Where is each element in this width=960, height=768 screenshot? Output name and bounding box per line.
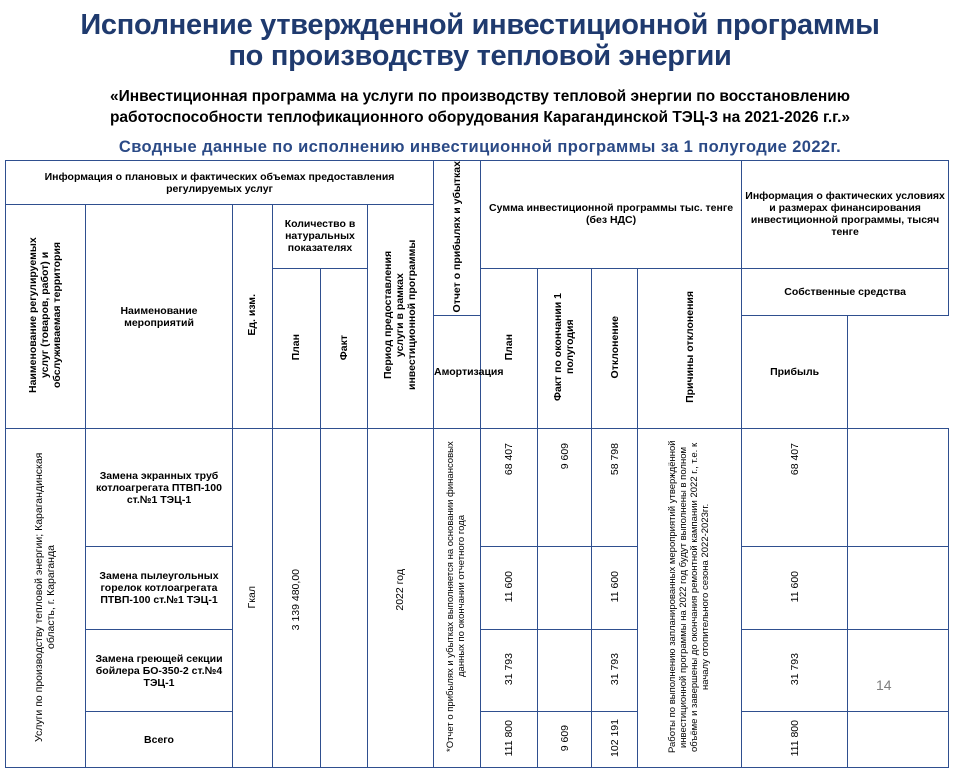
slide-title-line-2: по производству тепловой энергии bbox=[228, 40, 732, 72]
unit-cell bbox=[233, 429, 273, 768]
header-service-name-label: Наименование регулируемых услуг (товаров, работ) и обслуживаемая территория bbox=[27, 237, 64, 394]
header-sum-reasons-label: Причины отклонения bbox=[683, 291, 696, 404]
header-report bbox=[434, 161, 481, 316]
sum-plan-cell bbox=[481, 429, 538, 547]
header-sum-plan-label: План bbox=[503, 333, 516, 361]
sum-plan-cell bbox=[481, 547, 538, 630]
header-unit bbox=[233, 205, 273, 429]
sum-deviation-value: 58 798 bbox=[608, 443, 621, 476]
header-activity-name: Наименование мероприятий bbox=[86, 205, 233, 429]
activity-name: Замена пылеугольных горелок котлоагрегата ПТВП-100 ст.№1 ТЭЦ-1 bbox=[86, 547, 233, 630]
header-sum-plan bbox=[481, 268, 538, 429]
reasons-text: Работы по выполнению запланированных мероприятий утверждённой инвестиционной программы на 2022 год будут выполнены в полном объёме и завершены до окончания ремонтной кампании 2022 г., т.е. к началу отопительного сезона 2022-2023гг. bbox=[666, 440, 711, 754]
reasons-cell bbox=[638, 429, 742, 768]
sum-plan-cell bbox=[481, 712, 538, 768]
header-quantity-plan bbox=[273, 268, 321, 429]
slide-title bbox=[0, 10, 960, 72]
sum-plan-value: 111 800 bbox=[503, 720, 516, 757]
slide-subtitle bbox=[0, 86, 960, 128]
sum-fact-cell bbox=[538, 712, 592, 768]
profit-cell bbox=[848, 712, 949, 768]
header-quantity-fact bbox=[321, 268, 368, 429]
header-period bbox=[368, 205, 434, 429]
header-own-funds: Собственные средства bbox=[742, 268, 949, 316]
header-sum-deviation bbox=[592, 268, 638, 429]
header-financing-info: Информация о фактических условиях и размерах финансирования инвестиционной программы, тысяч тенге bbox=[742, 161, 949, 269]
header-sum-deviation-label: Отклонение bbox=[608, 315, 621, 379]
sum-deviation-cell bbox=[592, 630, 638, 712]
sum-plan-value: 68 407 bbox=[503, 443, 516, 476]
unit-value: Гкал bbox=[246, 585, 259, 609]
quantity-plan-value: 3 139 480,00 bbox=[290, 569, 303, 631]
subtitle-line-2: работоспособности теплофикационного оборудования Карагандинской ТЭЦ-3 на 2021-2026 г.г.» bbox=[109, 109, 851, 126]
sum-deviation-value: 102 191 bbox=[608, 719, 621, 758]
activity-name: Замена греющей секции бойлера БО-350-2 ст.№4 ТЭЦ-1 bbox=[86, 630, 233, 712]
report-note: *Отчет о прибылях и убытках выполняется на основании финансовых данных по окончании отчетного года bbox=[445, 441, 468, 753]
slide-title-line-1: Исполнение утвержденной инвестиционной программы bbox=[80, 9, 880, 41]
profit-cell bbox=[848, 547, 949, 630]
header-quantity-fact-label: Факт bbox=[337, 334, 350, 360]
quantity-fact-cell bbox=[321, 429, 368, 768]
header-sum-fact bbox=[538, 268, 592, 429]
amortization-value: 68 407 bbox=[788, 443, 801, 476]
sum-fact-cell bbox=[538, 547, 592, 630]
amortization-cell bbox=[742, 429, 848, 547]
header-unit-label: Ед. изм. bbox=[246, 294, 259, 337]
quantity-plan-cell bbox=[273, 429, 321, 768]
header-investment-sum: Сумма инвестиционной программы тыс. тенге (без НДС) bbox=[481, 161, 742, 269]
service-cell bbox=[6, 429, 86, 768]
header-sum-fact-label: Факт по окончании 1 полугодия bbox=[552, 293, 577, 402]
profit-cell bbox=[848, 429, 949, 547]
header-quantity: Количество в натуральных показателях bbox=[273, 205, 368, 269]
sum-plan-value: 11 600 bbox=[503, 571, 516, 603]
sum-deviation-cell bbox=[592, 712, 638, 768]
header-service-name bbox=[6, 205, 86, 429]
sum-fact-cell bbox=[538, 429, 592, 547]
sum-fact-value: 9 609 bbox=[558, 725, 571, 752]
header-quantity-plan-label: План bbox=[290, 333, 303, 361]
header-planned-volumes: Информация о плановых и фактических объемах предоставления регулируемых услуг bbox=[6, 161, 434, 205]
subtitle-line-1: «Инвестиционная программа на услуги по производству тепловой энергии по восстановлению bbox=[109, 88, 851, 105]
profit-cell bbox=[848, 630, 949, 712]
amortization-value: 111 800 bbox=[788, 720, 801, 757]
header-sum-reasons bbox=[638, 268, 742, 429]
investment-table bbox=[5, 160, 949, 768]
sum-fact-value: 9 609 bbox=[558, 443, 571, 470]
amortization-cell bbox=[742, 547, 848, 630]
amortization-cell bbox=[742, 630, 848, 712]
sum-fact-cell bbox=[538, 630, 592, 712]
activity-name: Замена экранных труб котлоагрегата ПТВП-100 ст.№1 ТЭЦ-1 bbox=[86, 429, 233, 547]
activity-name-total: Всего bbox=[86, 712, 233, 768]
sum-plan-cell bbox=[481, 630, 538, 712]
amortization-value: 31 793 bbox=[788, 653, 801, 686]
period-value: 2022 год bbox=[394, 569, 407, 612]
report-note-cell bbox=[434, 429, 481, 768]
page-number: 14 bbox=[876, 677, 892, 693]
sum-deviation-cell bbox=[592, 547, 638, 630]
amortization-value: 11 600 bbox=[788, 571, 801, 603]
period-cell bbox=[368, 429, 434, 768]
summary-heading: Сводные данные по исполнению инвестиционной программы за 1 полугодие 2022г. bbox=[118, 138, 842, 156]
header-period-label: Период предоставления услуги в рамках инвестиционной программы bbox=[382, 240, 419, 391]
header-report-label: Отчет о прибылях и убытках bbox=[451, 161, 464, 313]
service-text: Услуги по производству тепловой энергии; Карагандинская область, г. Караганда bbox=[33, 452, 58, 742]
header-profit: Прибыль bbox=[742, 316, 848, 429]
table-row bbox=[6, 429, 949, 547]
sum-deviation-cell bbox=[592, 429, 638, 547]
header-amortization: Амортизация bbox=[434, 316, 481, 429]
sum-deviation-value: 11 600 bbox=[608, 571, 621, 603]
sum-plan-value: 31 793 bbox=[503, 653, 516, 686]
sum-deviation-value: 31 793 bbox=[608, 653, 621, 686]
amortization-cell bbox=[742, 712, 848, 768]
